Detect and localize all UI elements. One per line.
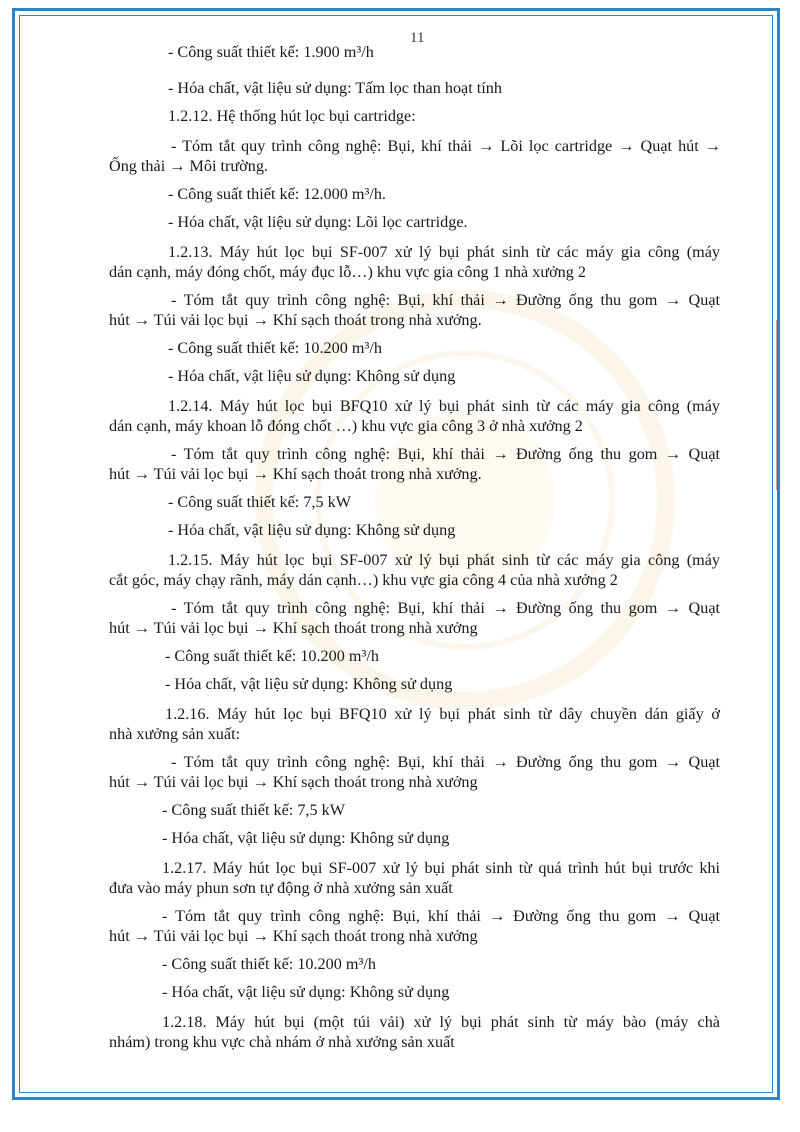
heading-1-2-16: 1.2.16. Máy hút lọc bụi BFQ10 xử lý bụi phát sinh từ dây chuyền dán giấy ở bbox=[165, 705, 720, 723]
text-line: - Tóm tắt quy trình công nghệ: Bụi, khí thải → Đường ống thu gom → Quạt bbox=[171, 599, 720, 617]
text-line: - Tóm tắt quy trình công nghệ: Bụi, khí thải → Đường ống thu gom → Quạt bbox=[171, 753, 720, 771]
text-line: Ống thải → Môi trường. bbox=[109, 157, 268, 175]
text-line: - Tóm tắt quy trình công nghệ: Bụi, khí thải → Đường ống thu gom → Quạt bbox=[171, 291, 720, 309]
text-line: - Hóa chất, vật liệu sử dụng: Không sử dụng bbox=[165, 675, 453, 693]
text-line: - Công suất thiết kế: 12.000 m³/h. bbox=[168, 185, 386, 203]
text-line: - Công suất thiết kế: 10.200 m³/h bbox=[168, 339, 382, 357]
heading-1-2-17: 1.2.17. Máy hút lọc bụi SF-007 xử lý bụi phát sinh từ quá trình hút bụi trước khi bbox=[162, 859, 720, 877]
text-line: - Hóa chất, vật liệu sử dụng: Tấm lọc than hoạt tính bbox=[168, 79, 502, 97]
text-line: - Hóa chất, vật liệu sử dụng: Lõi lọc cartridge. bbox=[168, 213, 468, 231]
text-line: nhám) trong khu vực chà nhám ở nhà xưởng sản xuất bbox=[109, 1033, 455, 1051]
text-line: dán cạnh, máy khoan lỗ đóng chốt …) khu vực gia công 3 ở nhà xưởng 2 bbox=[109, 417, 583, 435]
text-line: - Hóa chất, vật liệu sử dụng: Không sử dụng bbox=[162, 983, 450, 1001]
text-line: - Công suất thiết kế: 7,5 kW bbox=[162, 801, 345, 819]
text-line: dán cạnh, máy đóng chốt, máy đục lỗ…) khu vực gia công 1 nhà xưởng 2 bbox=[109, 263, 587, 281]
text-line: hút → Túi vải lọc bụi → Khí sạch thoát trong nhà xưởng bbox=[109, 927, 478, 945]
text-line: cắt góc, máy chạy rãnh, máy dán cạnh…) khu vực gia công 4 của nhà xưởng 2 bbox=[109, 571, 618, 589]
text-line: - Hóa chất, vật liệu sử dụng: Không sử dụng bbox=[168, 367, 456, 385]
page-number: 11 bbox=[410, 30, 425, 46]
text-line: - Công suất thiết kế: 10.200 m³/h bbox=[162, 955, 376, 973]
text-line: - Công suất thiết kế: 7,5 kW bbox=[168, 493, 351, 511]
text-line: hút → Túi vải lọc bụi → Khí sạch thoát trong nhà xưởng. bbox=[109, 465, 482, 483]
text-line: đưa vào máy phun sơn tự động ở nhà xưởng sản xuất bbox=[109, 879, 453, 897]
side-stamp-mark bbox=[776, 320, 800, 490]
heading-1-2-18: 1.2.18. Máy hút bụi (một túi vải) xử lý bụi phát sinh từ máy bào (máy chà bbox=[162, 1013, 720, 1031]
text-line: nhà xưởng sản xuất: bbox=[109, 725, 241, 743]
text-line: - Tóm tắt quy trình công nghệ: Bụi, khí thải → Lõi lọc cartridge → Quạt hút → bbox=[171, 137, 721, 155]
heading-1-2-15: 1.2.15. Máy hút lọc bụi SF-007 xử lý bụi phát sinh từ các máy gia công (máy bbox=[168, 551, 720, 569]
text-line: - Tóm tắt quy trình công nghệ: Bụi, khí thải → Đường ống thu gom → Quạt bbox=[171, 445, 720, 463]
text-line: - Hóa chất, vật liệu sử dụng: Không sử dụng bbox=[168, 521, 456, 539]
text-line: - Tóm tắt quy trình công nghệ: Bụi, khí thải → Đường ống thu gom → Quạt bbox=[162, 907, 720, 925]
heading-1-2-14: 1.2.14. Máy hút lọc bụi BFQ10 xử lý bụi phát sinh từ các máy gia công (máy bbox=[168, 397, 720, 415]
text-line: hút → Túi vải lọc bụi → Khí sạch thoát trong nhà xưởng. bbox=[109, 311, 482, 329]
text-line: hút → Túi vải lọc bụi → Khí sạch thoát trong nhà xưởng bbox=[109, 773, 478, 791]
text-line: - Công suất thiết kế: 1.900 m³/h bbox=[168, 43, 374, 61]
text-line: - Công suất thiết kế: 10.200 m³/h bbox=[165, 647, 379, 665]
heading-1-2-13: 1.2.13. Máy hút lọc bụi SF-007 xử lý bụi phát sinh từ các máy gia công (máy bbox=[168, 243, 720, 261]
text-line: - Hóa chất, vật liệu sử dụng: Không sử dụng bbox=[162, 829, 450, 847]
text-line: hút → Túi vải lọc bụi → Khí sạch thoát trong nhà xưởng bbox=[109, 619, 478, 637]
heading-1-2-12: 1.2.12. Hệ thống hút lọc bụi cartridge: bbox=[168, 107, 416, 125]
